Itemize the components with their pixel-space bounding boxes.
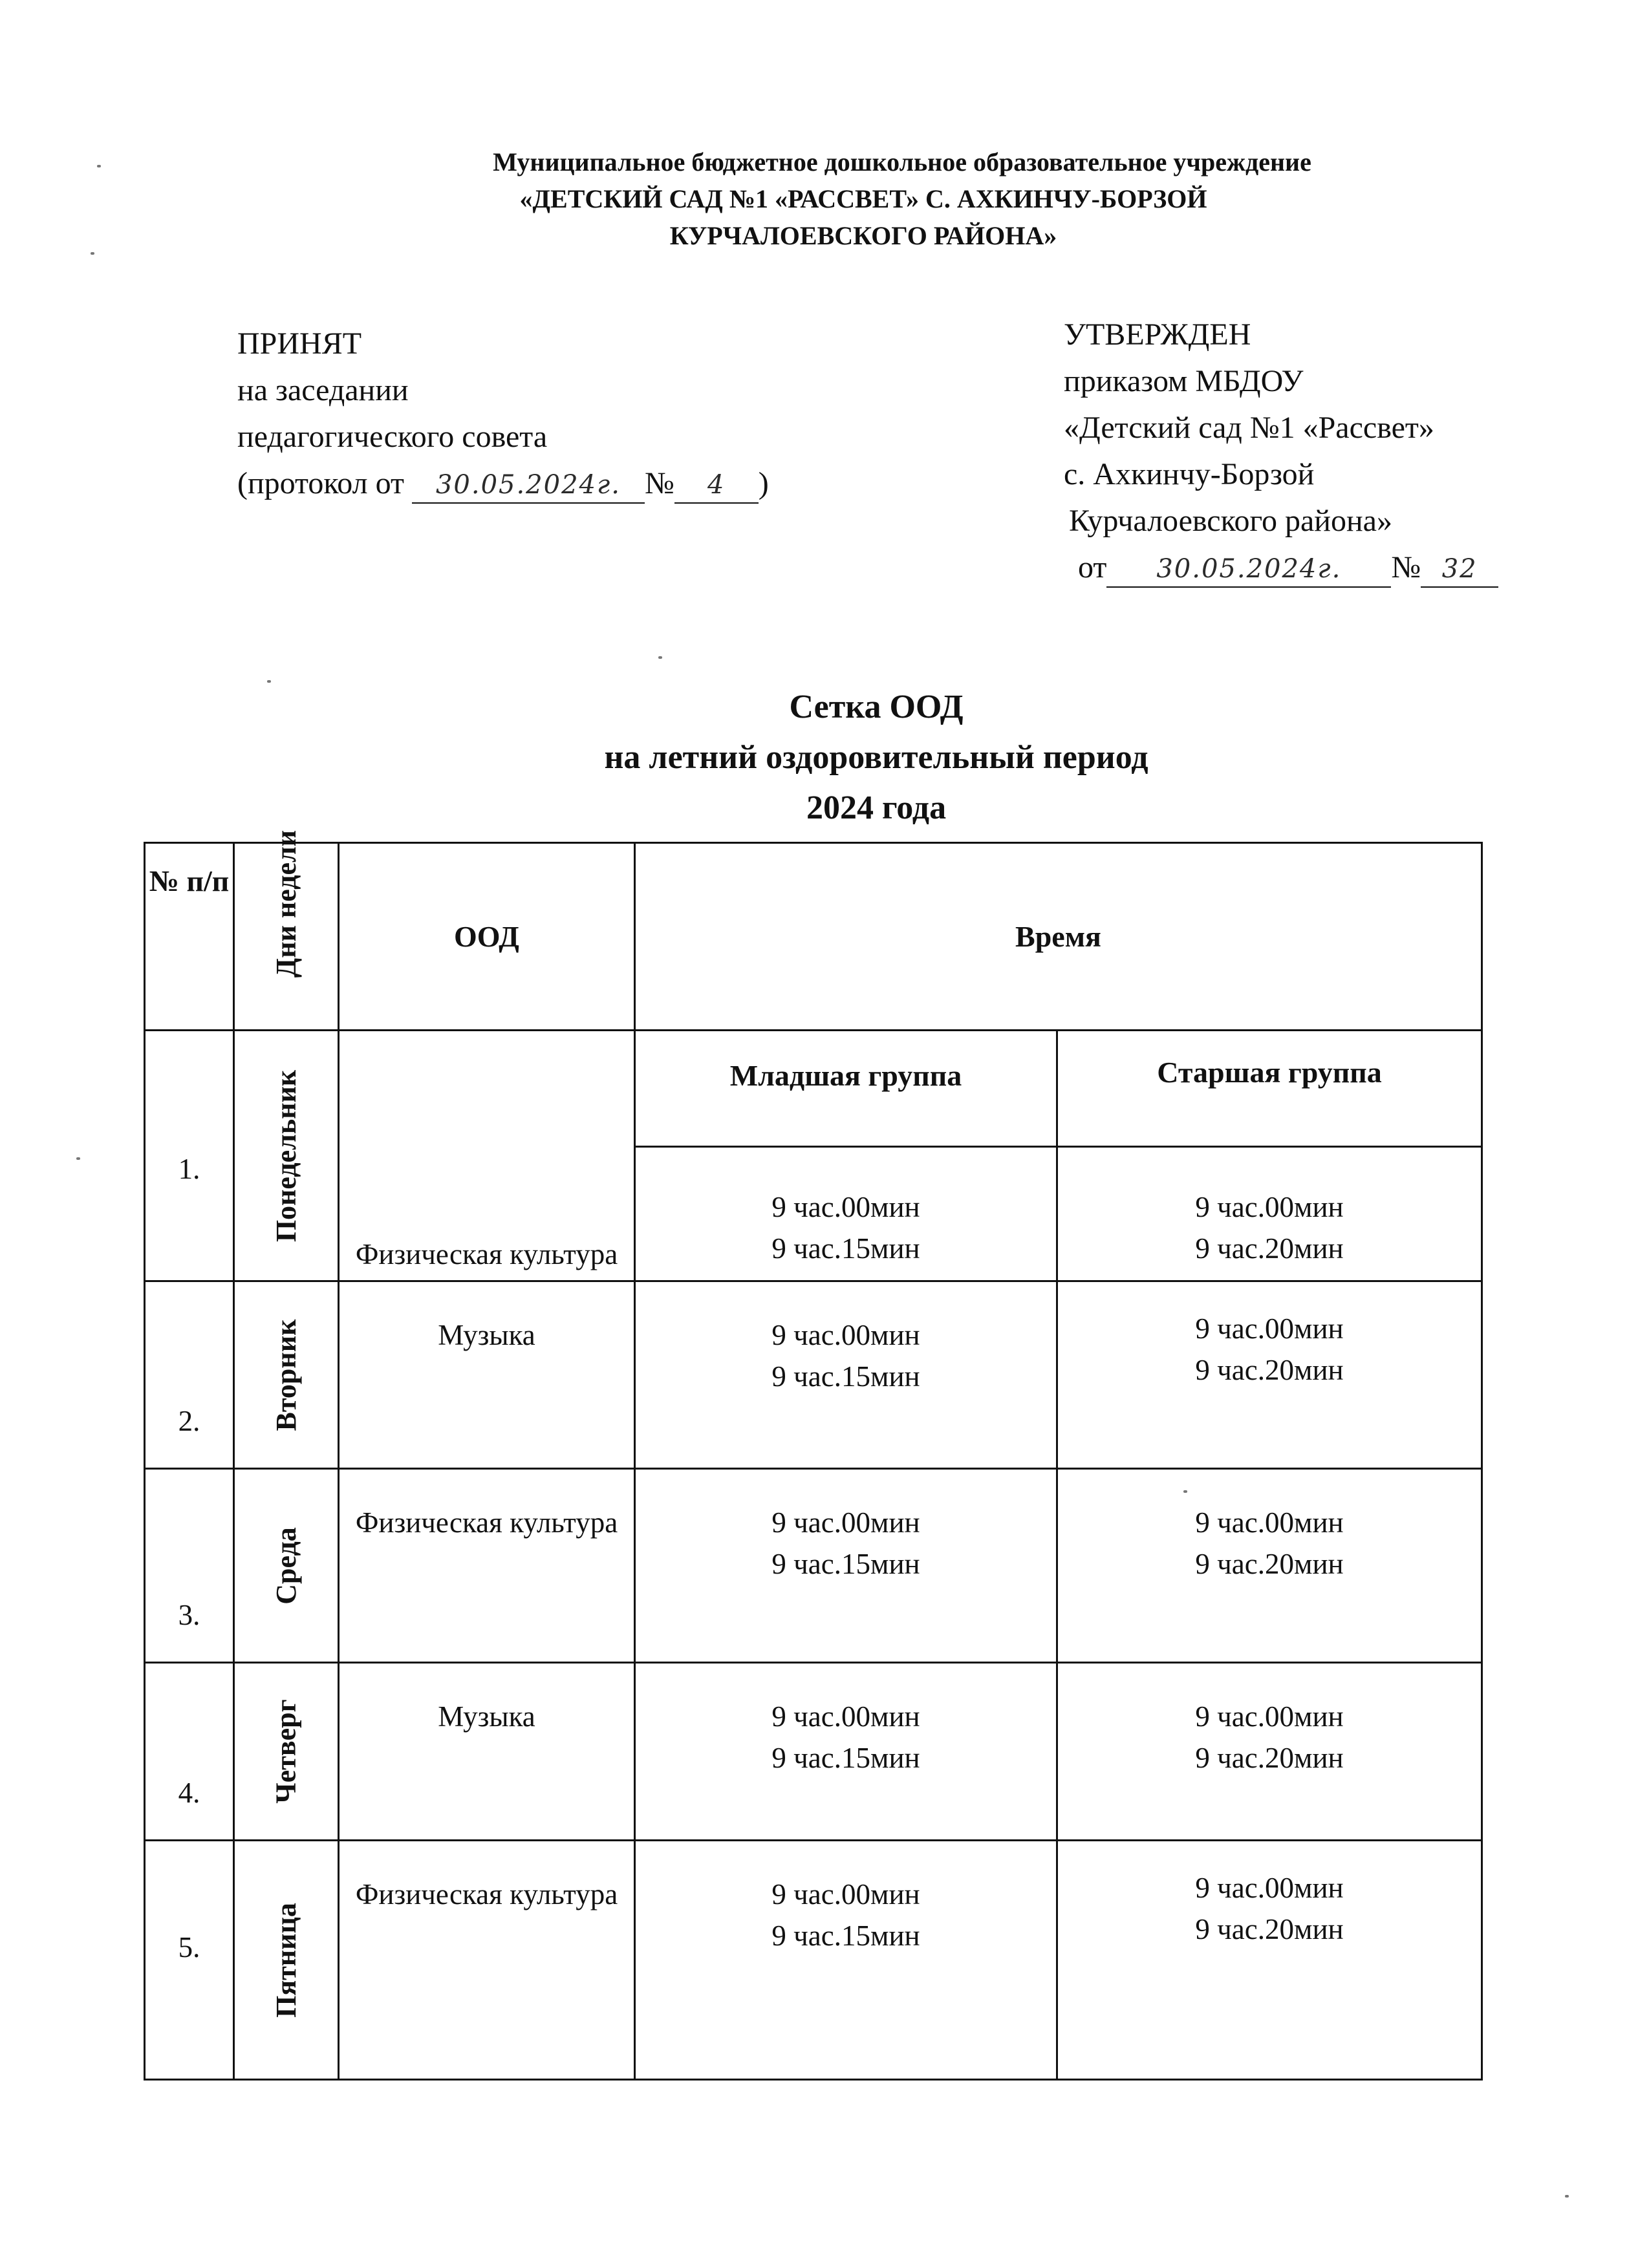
title-line-3: 2024 года	[806, 789, 947, 826]
junior-start: 9 час.00мин	[771, 1191, 920, 1223]
table-row	[145, 1663, 1482, 1841]
order-number-label: №	[1391, 550, 1421, 584]
row-number: 4.	[145, 1663, 234, 1841]
order-date-handwritten: 30.05.2024г.	[1106, 551, 1391, 588]
junior-time	[635, 1281, 1057, 1469]
row-subject: Физическая культура	[339, 1469, 635, 1663]
header-junior-group: Младшая группа	[635, 1031, 1057, 1147]
row-day-cell	[234, 1469, 339, 1663]
accepted-label: ПРИНЯТ	[237, 326, 362, 361]
senior-start: 9 час.00мин	[1195, 1312, 1344, 1345]
row-subject: Музыка	[339, 1663, 635, 1841]
header-senior-group: Старшая группа	[1057, 1031, 1482, 1147]
junior-end: 9 час.15мин	[771, 1920, 920, 1952]
approved-line-2: приказом МБДОУ	[1064, 364, 1304, 398]
row-day-cell	[234, 1031, 339, 1281]
row-subject: Физическая культура	[339, 1841, 635, 2080]
senior-time	[1057, 1281, 1482, 1469]
title-line-1: Сетка ООД	[789, 689, 964, 725]
junior-time	[635, 1147, 1057, 1281]
row-day-cell	[234, 1663, 339, 1841]
approved-block	[1064, 312, 1498, 591]
accepted-line-2: на заседании	[237, 373, 409, 407]
header-subject: ООД	[339, 843, 635, 1031]
row-number: 5.	[145, 1841, 234, 2080]
junior-start: 9 час.00мин	[771, 1319, 920, 1351]
junior-end: 9 час.15мин	[771, 1742, 920, 1774]
row-day: Среда	[270, 1526, 302, 1605]
senior-start: 9 час.00мин	[1195, 1872, 1344, 1904]
junior-time	[635, 1663, 1057, 1841]
header-day-cell	[234, 829, 339, 1031]
order-line	[1064, 544, 1498, 591]
senior-start: 9 час.00мин	[1195, 1191, 1344, 1223]
junior-start: 9 час.00мин	[771, 1700, 920, 1733]
senior-end: 9 час.20мин	[1195, 1232, 1344, 1265]
approved-line-3: «Детский сад №1 «Рассвет»	[1064, 411, 1434, 445]
institution-line-3: КУРЧАЛОЕВСКОГО РАЙОНА»	[669, 221, 1057, 250]
row-day: Пятница	[270, 1902, 302, 2018]
senior-end: 9 час.20мин	[1195, 1742, 1344, 1774]
protocol-number-handwritten: 4	[674, 467, 759, 504]
row-day-cell	[234, 1841, 339, 2080]
order-number-handwritten: 32	[1421, 551, 1498, 588]
protocol-suffix: )	[758, 466, 769, 500]
institution-line-1: Муниципальное бюджетное дошкольное образовательное учреждение	[493, 147, 1311, 177]
senior-time	[1057, 1841, 1482, 2080]
junior-time	[635, 1469, 1057, 1663]
senior-end: 9 час.20мин	[1195, 1548, 1344, 1580]
row-number: 2.	[145, 1281, 234, 1469]
header-time: Время	[635, 843, 1482, 1031]
row-number: 1.	[145, 1031, 234, 1281]
senior-time	[1057, 1663, 1482, 1841]
protocol-date-handwritten: 30.05.2024г.	[412, 467, 645, 504]
senior-time	[1057, 1469, 1482, 1663]
header-day: Дни недели	[270, 829, 302, 978]
row-day: Понедельник	[270, 1069, 302, 1242]
table-row	[145, 1469, 1482, 1663]
row-subject: Музыка	[339, 1281, 635, 1469]
header-number: № п/п	[145, 843, 234, 1031]
institution-header	[162, 144, 1565, 254]
junior-end: 9 час.15мин	[771, 1232, 920, 1265]
title-line-2: на летний оздоровительный период	[604, 739, 1148, 776]
junior-time	[635, 1841, 1057, 2080]
approved-line-5: Курчалоевского района»	[1069, 504, 1392, 538]
junior-end: 9 час.15мин	[771, 1548, 920, 1580]
row-day: Четверг	[270, 1699, 302, 1804]
table-row	[145, 1031, 1482, 1147]
accepted-line-3: педагогического совета	[237, 420, 548, 454]
institution-line-2: «ДЕТСКИЙ САД №1 «РАССВЕТ» С. АХКИНЧУ-БОРЗОЙ	[519, 184, 1207, 213]
document-title	[0, 682, 1649, 833]
junior-start: 9 час.00мин	[771, 1506, 920, 1539]
senior-start: 9 час.00мин	[1195, 1506, 1344, 1539]
approved-line-4: с. Ахкинчу-Борзой	[1064, 457, 1315, 491]
table-row	[145, 1841, 1482, 2080]
senior-end: 9 час.20мин	[1195, 1354, 1344, 1386]
row-number: 3.	[145, 1469, 234, 1663]
row-day: Вторник	[270, 1319, 302, 1431]
junior-start: 9 час.00мин	[771, 1878, 920, 1910]
junior-end: 9 час.15мин	[771, 1360, 920, 1393]
table-row	[145, 1281, 1482, 1469]
table-header-row	[145, 843, 1482, 1031]
schedule-table	[144, 829, 1483, 2081]
senior-time	[1057, 1147, 1482, 1281]
row-day-cell	[234, 1281, 339, 1469]
protocol-line	[237, 460, 769, 507]
order-prefix: от	[1078, 550, 1107, 584]
protocol-prefix: (протокол от	[237, 466, 404, 500]
senior-start: 9 час.00мин	[1195, 1700, 1344, 1733]
protocol-number-label: №	[644, 466, 674, 500]
approved-label: УТВЕРЖДЕН	[1064, 317, 1251, 352]
senior-end: 9 час.20мин	[1195, 1913, 1344, 1945]
accepted-block	[237, 321, 769, 507]
row-subject: Физическая культура	[339, 1031, 635, 1281]
